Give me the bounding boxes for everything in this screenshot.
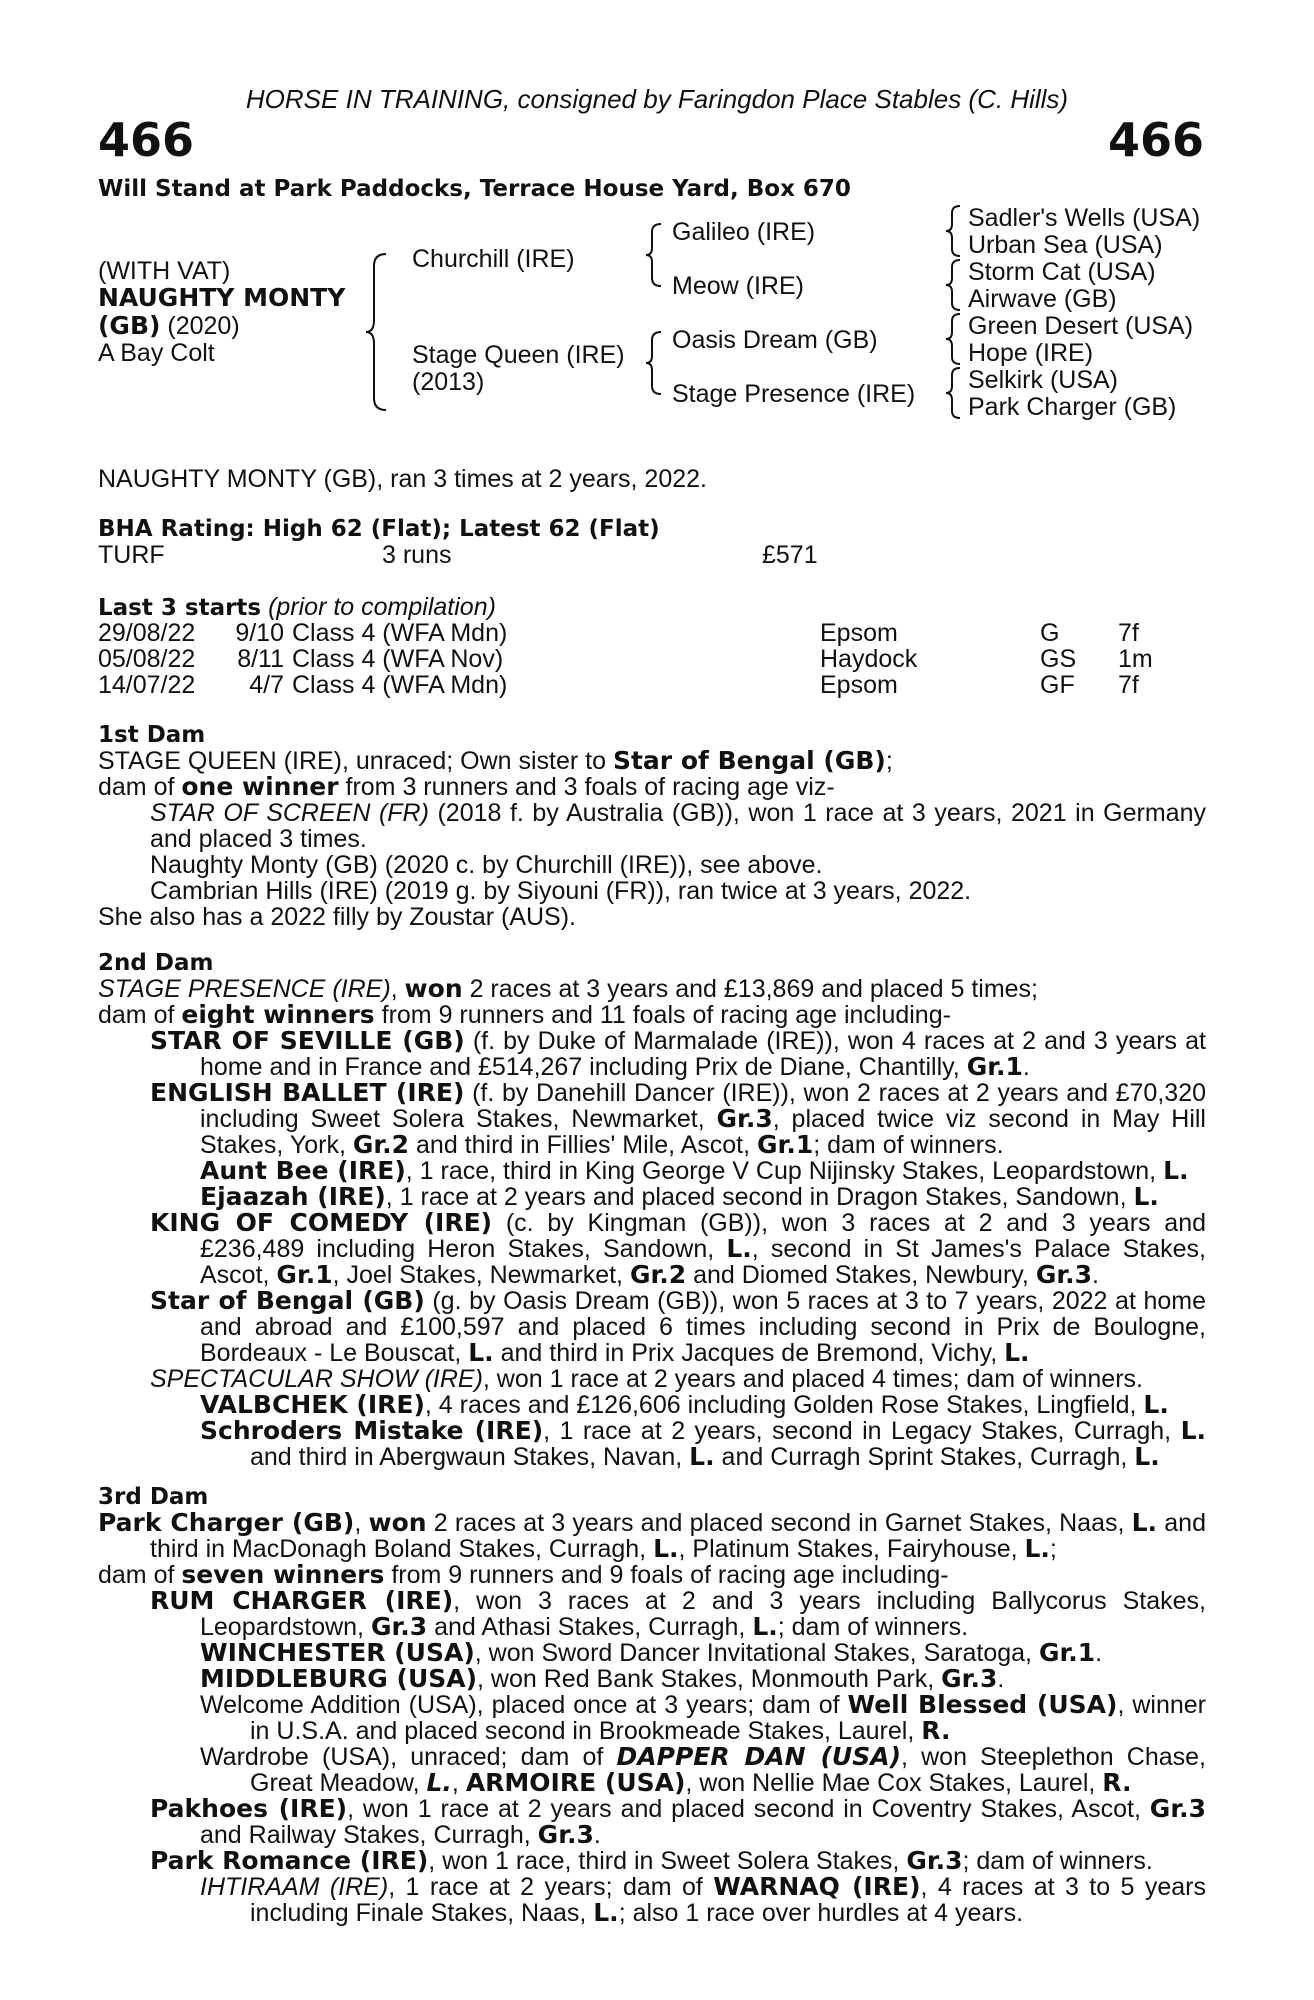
text-run: .: [593, 1821, 601, 1849]
start-going: GS: [1040, 645, 1077, 673]
first-dam-section: [98, 722, 1206, 930]
text-run: , Joel Stakes, Newmarket,: [332, 1261, 630, 1289]
start-course: Haydock: [820, 645, 918, 673]
grade-label: L.: [468, 1338, 494, 1367]
text-run: ; dam of winners.: [813, 1131, 1004, 1159]
brace-dam-line: [644, 330, 664, 396]
start-race: Class 4 (WFA Mdn): [292, 671, 508, 699]
text-run: (2018 f. by Australia (GB)), won 1 race at 3 years, 2021 in Germany and placed 3 times.: [150, 799, 1206, 853]
rating-heading: BHA Rating: High 62 (Flat); Latest 62 (Flat): [98, 516, 660, 542]
grade-label: Gr.1: [966, 1052, 1023, 1081]
text-run: , 1 race at 2 years; dam of: [388, 1873, 714, 1901]
grade-label: L.: [1133, 1182, 1159, 1211]
grade-label: Gr.3: [941, 1664, 998, 1693]
text-run: 2 races at 3 years and £13,869 and placed 5 times;: [462, 975, 1038, 1003]
text-run: , Platinum Stakes, Fairyhouse,: [678, 1535, 1025, 1563]
grade-label: Gr.1: [276, 1260, 333, 1289]
text-run: , winner in U.S.A. and placed second in Brookmeade Stakes, Laurel,: [250, 1691, 1206, 1745]
text-run: and Diomed Stakes, Newbury,: [686, 1261, 1036, 1289]
grade-label: Gr.3: [1149, 1794, 1206, 1823]
grade-label: L.: [752, 1612, 778, 1641]
dam-sire: Oasis Dream (GB): [672, 326, 878, 354]
produce-entry: [98, 1366, 1206, 1392]
second-dam-section: [98, 950, 1206, 1470]
text-run: (c. by Kingman (GB)), won 3 races at 2 and 3 years and £236,489 including Heron Stakes, Sandown,: [200, 1209, 1206, 1263]
grade-label: L.: [1024, 1534, 1050, 1563]
bold-text: Park Charger (GB): [98, 1508, 355, 1537]
starts-note: (prior to compilation): [261, 593, 496, 621]
produce-entry: [98, 1692, 1206, 1744]
text-run: , 1 race at 2 years and placed second in Dragon Stakes, Sandown,: [385, 1183, 1134, 1211]
text-run: , second in St James's Palace Stakes, Ascot,: [200, 1235, 1207, 1289]
dam-year: (2013): [412, 368, 485, 396]
brace-generation-1: [364, 252, 390, 412]
start-date: 05/08/22: [98, 645, 196, 673]
third-dam-heading: 3rd Dam: [98, 1484, 209, 1510]
g4-ancestor: Urban Sea (USA): [968, 231, 1163, 259]
grade-label: Gr.1: [1038, 1638, 1096, 1667]
grade-label: Gr.3: [370, 1612, 428, 1641]
bold-text: Park Romance (IRE): [150, 1846, 429, 1875]
text-run: and Curragh Sprint Stakes, Curragh,: [714, 1443, 1135, 1471]
produce-entry: Cambrian Hills (IRE) (2019 g. by Siyouni (FR)), ran twice at 3 years, 2022.: [150, 877, 972, 905]
rating-surface: TURF: [98, 541, 165, 569]
text-run: , 1 race at 2 years, second in Legacy Stakes, Curragh,: [543, 1417, 1181, 1445]
second-dam-line: [98, 976, 1206, 1002]
bold-text: WINCHESTER (USA): [200, 1638, 475, 1667]
text-run: ; dam of winners.: [962, 1847, 1153, 1875]
text-run: (g. by Oasis Dream (GB)), won 5 races at 3 to 7 years, 2022 at home and abroad and £100,597 and placed 6 times including second in Prix de Boulogne, Bordeaux - Le Bouscat,: [200, 1287, 1207, 1367]
text-run: ;: [1049, 1535, 1057, 1563]
horse-description: A Bay Colt: [98, 339, 215, 367]
text-run: dam of: [98, 1001, 182, 1029]
produce-entry: [98, 1796, 1206, 1848]
grade-label: L.: [426, 1768, 452, 1797]
g4-ancestor: Airwave (GB): [968, 285, 1117, 313]
grade-label: Gr.3: [906, 1846, 963, 1875]
text-run: 2 races at 3 years and placed second in Garnet Stakes, Naas,: [426, 1509, 1132, 1537]
rating-runs: 3 runs: [382, 541, 452, 569]
g4-ancestor: Hope (IRE): [968, 339, 1094, 367]
start-course: Epsom: [820, 619, 898, 647]
text-run: Welcome Addition (USA), placed once at 3 years; dam of: [200, 1691, 848, 1719]
text-run: and third in Abergwaun Stakes, Navan,: [250, 1443, 690, 1471]
brace-g3-3: [944, 312, 964, 366]
produce-entry: [98, 1080, 1206, 1158]
text-run: and Railway Stakes, Curragh,: [200, 1821, 538, 1849]
dam-dam: Stage Presence (IRE): [672, 380, 916, 408]
bold-text: seven winners: [181, 1560, 385, 1589]
produce-entry: [98, 1418, 1206, 1470]
grade-label: R.: [1102, 1768, 1132, 1797]
first-dam-produce-line: [98, 774, 1206, 800]
text-run: ,: [354, 1509, 369, 1537]
start-position: 8/11: [237, 645, 284, 673]
text-run: .: [1092, 1261, 1099, 1289]
grade-label: L.: [1143, 1390, 1169, 1419]
bold-text: Aunt Bee (IRE): [200, 1156, 406, 1185]
bold-text: Well Blessed (USA): [847, 1690, 1118, 1719]
text-run: .: [997, 1665, 1005, 1693]
grade-label: L.: [726, 1234, 752, 1263]
text-run: Wardrobe (USA), unraced; dam of: [200, 1743, 617, 1771]
brace-sire-line: [644, 222, 664, 288]
g4-ancestor: Storm Cat (USA): [968, 258, 1156, 286]
third-dam-section: [98, 1484, 1206, 1926]
dam: Stage Queen (IRE): [412, 341, 625, 369]
produce-entry: [98, 1392, 1206, 1418]
bold-text: one winner: [181, 772, 339, 801]
g4-ancestor: Park Charger (GB): [968, 393, 1177, 421]
bold-text: ARMOIRE (USA): [465, 1768, 686, 1797]
produce-entry: [98, 1028, 1206, 1080]
produce-entry: [98, 1288, 1206, 1366]
grade-label: Gr.3: [1035, 1260, 1093, 1289]
grade-label: L.: [689, 1442, 715, 1471]
text-run: .: [1022, 1053, 1030, 1081]
g4-ancestor: Selkirk (USA): [968, 366, 1119, 394]
grade-label: Gr.2: [629, 1260, 687, 1289]
second-dam-produce-line: [98, 1002, 1206, 1028]
produce-entry: [98, 1640, 1206, 1666]
italic-text: IHTIRAAM (IRE): [200, 1873, 389, 1901]
text-run: and Athasi Stakes, Curragh,: [427, 1613, 753, 1641]
text-run: ; also 1 race over hurdles at 4 years.: [618, 1899, 1024, 1927]
first-dam-heading: 1st Dam: [98, 722, 206, 748]
grade-label: R.: [921, 1716, 951, 1745]
italic-text: SPECTACULAR SHOW (IRE): [150, 1365, 483, 1393]
text-run: .: [1095, 1639, 1103, 1667]
start-date: 14/07/22: [98, 671, 196, 699]
italic-text: STAGE PRESENCE (IRE): [98, 975, 391, 1003]
lot-number-left: 466: [98, 113, 195, 167]
start-distance: 7f: [1118, 671, 1139, 699]
race-summary: NAUGHTY MONTY (GB), ran 3 times at 2 years, 2022.: [98, 465, 707, 493]
produce-entry: [98, 1848, 1206, 1874]
vat-label: (WITH VAT): [98, 257, 231, 285]
start-position: 4/7: [249, 671, 284, 699]
brace-g3-1: [944, 204, 964, 258]
bold-italic-text: DAPPER DAN (USA): [616, 1742, 901, 1771]
g4-ancestor: Green Desert (USA): [968, 312, 1194, 340]
text-run: , won Red Bank Stakes, Monmouth Park,: [477, 1665, 942, 1693]
second-dam-heading: 2nd Dam: [98, 950, 214, 976]
text-run: ,: [390, 975, 405, 1003]
italic-text: STAR OF SCREEN (FR): [150, 799, 429, 827]
grade-label: L.: [653, 1534, 679, 1563]
start-going: G: [1040, 619, 1060, 647]
text-run: ,: [451, 1769, 466, 1797]
bold-text: won: [368, 1508, 427, 1537]
start-position: 9/10: [235, 619, 284, 647]
text-run: (f. by Duke of Marmalade (IRE)), won 4 races at 2 and 3 years at home and in France and £514,267 including Prix de Diane, Chantilly,: [200, 1027, 1206, 1081]
start-distance: 1m: [1118, 645, 1153, 673]
grade-label: L.: [1163, 1156, 1189, 1185]
grade-label: L.: [1131, 1508, 1158, 1537]
starts-heading: Last 3 starts: [98, 595, 262, 621]
text-run: dam of: [98, 1561, 182, 1589]
grade-label: L.: [1004, 1338, 1030, 1367]
lot-number-right: 466: [1107, 113, 1204, 167]
sire-dam: Meow (IRE): [672, 272, 804, 300]
grade-label: L.: [1180, 1416, 1207, 1445]
third-dam-produce-line: [98, 1562, 1206, 1588]
text-run: and third in Fillies' Mile, Ascot,: [409, 1131, 758, 1159]
bold-text: Schroders Mistake (IRE): [200, 1416, 544, 1445]
sire: Churchill (IRE): [412, 245, 575, 273]
grade-label: Gr.1: [757, 1130, 814, 1159]
horse-country: (GB): [98, 311, 161, 340]
text-run: and third in MacDonagh Boland Stakes, Curragh,: [150, 1509, 1206, 1563]
g4-ancestor: Sadler's Wells (USA): [968, 204, 1201, 232]
bold-text: eight winners: [181, 1000, 375, 1029]
horse-year: (2020): [160, 312, 240, 340]
grade-label: Gr.3: [537, 1820, 594, 1849]
bold-text: Star of Bengal (GB): [150, 1286, 425, 1315]
text-run: , won 1 race, third in Sweet Solera Stakes,: [428, 1847, 907, 1875]
text-run: , placed twice viz second in May Hill Stakes, York,: [200, 1105, 1206, 1159]
horse-name: NAUGHTY MONTY: [98, 283, 346, 312]
produce-entry: [98, 1184, 1206, 1210]
produce-entry: Naughty Monty (GB) (2020 c. by Churchill (IRE)), see above.: [150, 851, 823, 879]
produce-entry: [98, 800, 1206, 852]
bold-text: WARNAQ (IRE): [713, 1872, 921, 1901]
text-run: , 1 race, third in King George V Cup Nijinsky Stakes, Leopardstown,: [405, 1157, 1164, 1185]
produce-entry: [98, 1744, 1206, 1796]
grade-label: Gr.3: [716, 1104, 773, 1133]
start-course: Epsom: [820, 671, 898, 699]
text-run: STAGE QUEEN (IRE), unraced; Own sister to: [98, 747, 613, 775]
first-dam-line: [98, 748, 1206, 774]
bold-text: STAR OF SEVILLE (GB): [150, 1026, 465, 1055]
consignor-line: HORSE IN TRAINING, consigned by Faringdon Place Stables (C. Hills): [245, 84, 1069, 114]
produce-entry: [98, 1158, 1206, 1184]
brace-g3-2: [944, 258, 964, 312]
produce-entry: [98, 1666, 1206, 1692]
stand-location: Will Stand at Park Paddocks, Terrace House Yard, Box 670: [98, 176, 851, 202]
text-run: from 9 runners and 9 foals of racing age including-: [384, 1561, 949, 1589]
start-distance: 7f: [1118, 619, 1139, 647]
bold-text: Ejaazah (IRE): [200, 1182, 386, 1211]
text-run: ;: [885, 747, 893, 775]
bold-text: KING OF COMEDY (IRE): [150, 1208, 493, 1237]
text-run: , won Sword Dancer Invitational Stakes, Saratoga,: [474, 1639, 1039, 1667]
start-date: 29/08/22: [98, 619, 196, 647]
text-run: , 4 races at 3 to 5 years including Finale Stakes, Naas,: [250, 1873, 1206, 1927]
starts-heading-line: [98, 594, 496, 621]
text-run: ; dam of winners.: [777, 1613, 969, 1641]
grade-label: L.: [593, 1898, 619, 1927]
rating-prize: £571: [762, 541, 818, 569]
bold-text: won: [404, 974, 463, 1003]
text-run: , won 1 race at 2 years and placed 4 times; dam of winners.: [482, 1365, 1143, 1393]
bold-text: RUM CHARGER (IRE): [150, 1586, 454, 1615]
text-run: from 9 runners and 11 foals of racing age including-: [374, 1001, 951, 1029]
start-race: Class 4 (WFA Nov): [292, 645, 504, 673]
horse-name-line: [98, 285, 345, 311]
text-run: , won Steeplethon Chase, Great Meadow,: [250, 1743, 1207, 1797]
produce-entry: [98, 1588, 1206, 1640]
grade-label: Gr.2: [352, 1130, 410, 1159]
brace-g3-4: [944, 366, 964, 420]
bold-text: VALBCHEK (IRE): [200, 1390, 425, 1419]
produce-entry: [98, 1210, 1206, 1288]
bold-text: Pakhoes (IRE): [150, 1794, 348, 1823]
produce-entry: [98, 1874, 1206, 1926]
text-run: , won 1 race at 2 years and placed second in Coventry Stakes, Ascot,: [347, 1795, 1150, 1823]
text-run: , won Nellie Mae Cox Stakes, Laurel,: [685, 1769, 1103, 1797]
bold-text: ENGLISH BALLET (IRE): [150, 1078, 465, 1107]
grade-label: L.: [1134, 1442, 1160, 1471]
produce-note: She also has a 2022 filly by Zoustar (AUS).: [98, 903, 577, 931]
text-run: dam of: [98, 773, 182, 801]
text-run: , won 3 races at 2 and 3 years including Ballycorus Stakes, Leopardstown,: [200, 1587, 1206, 1641]
text-run: and third in Prix Jacques de Bremond, Vichy,: [493, 1339, 1005, 1367]
text-run: , 4 races and £126,606 including Golden Rose Stakes, Lingfield,: [424, 1391, 1144, 1419]
bold-text: Star of Bengal (GB): [612, 746, 886, 775]
bold-text: MIDDLEBURG (USA): [200, 1664, 478, 1693]
text-run: (f. by Danehill Dancer (IRE)), won 2 races at 2 years and £70,320 including Sweet Solera Stakes, Newmarket,: [200, 1079, 1206, 1133]
third-dam-line: [98, 1510, 1206, 1562]
start-race: Class 4 (WFA Mdn): [292, 619, 508, 647]
horse-origin-line: [98, 313, 240, 339]
text-run: from 3 runners and 3 foals of racing age viz-: [338, 773, 835, 801]
sire-sire: Galileo (IRE): [672, 218, 816, 246]
start-going: GF: [1040, 671, 1075, 699]
